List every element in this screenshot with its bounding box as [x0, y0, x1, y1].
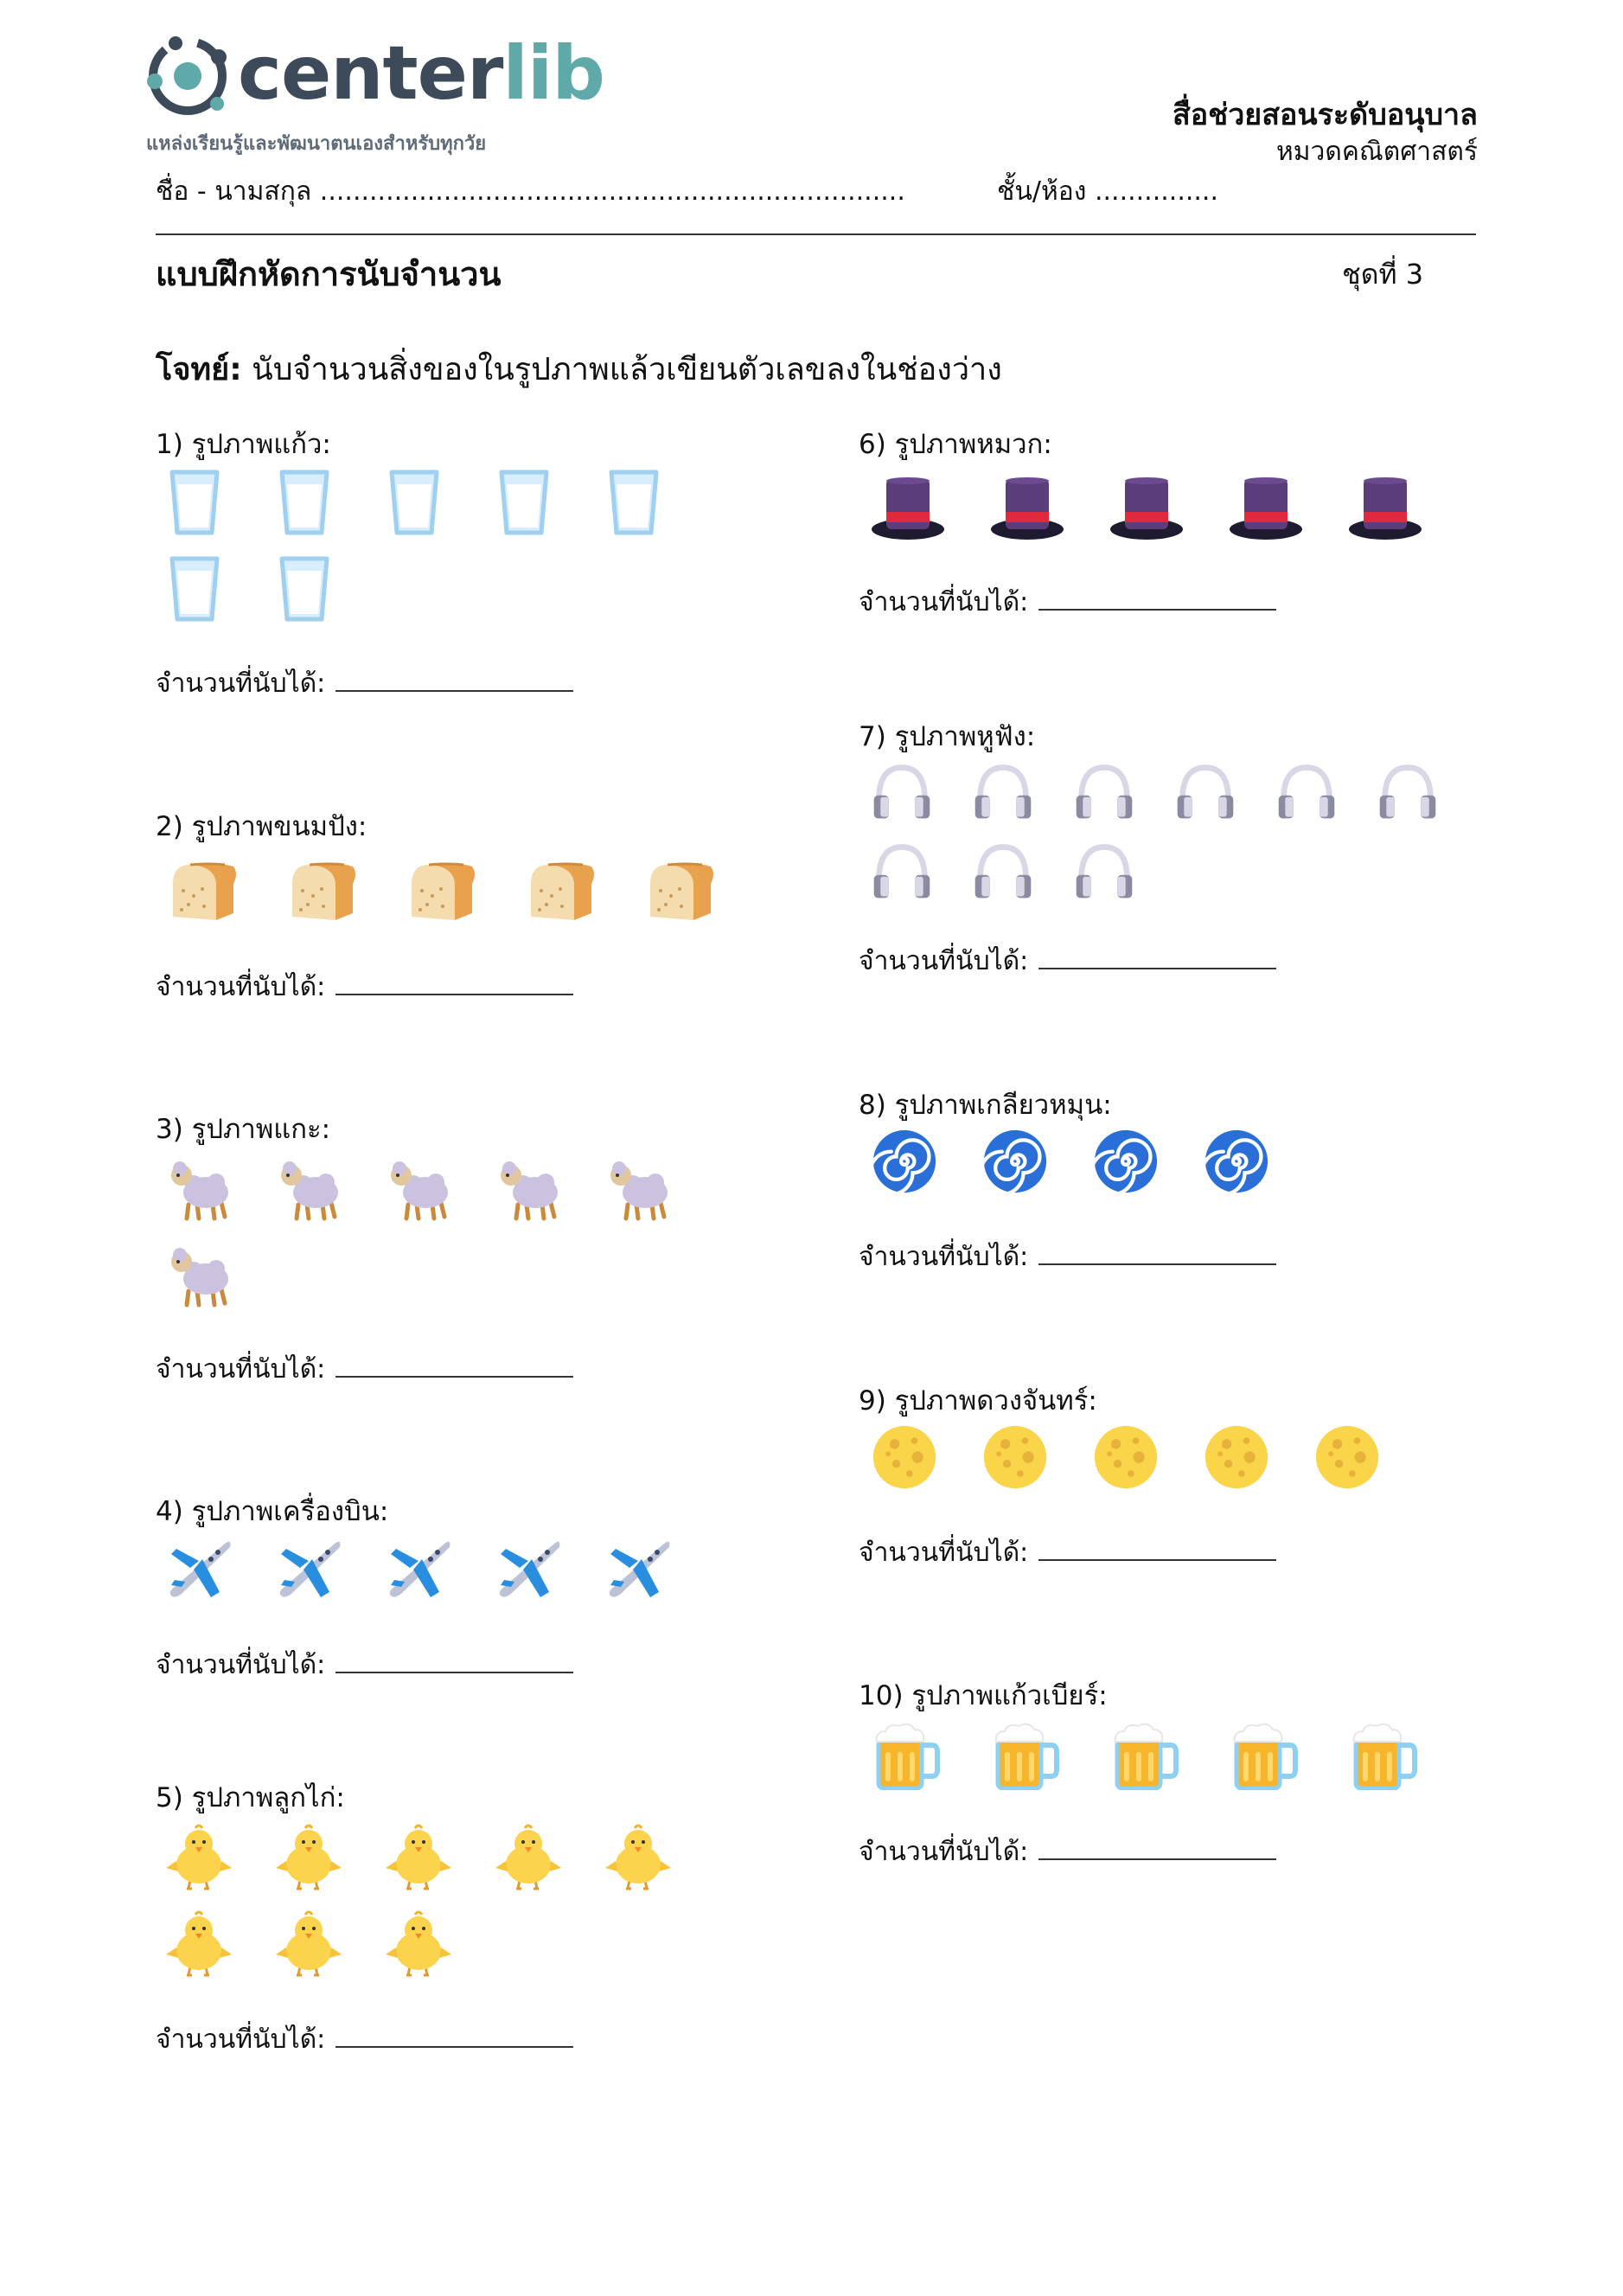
worksheet-title: แบบฝึกหัดการนับจำนวน — [156, 255, 502, 293]
instruction-prefix: โจทย์: — [156, 352, 242, 387]
headphones-icon — [970, 839, 1036, 905]
question-label: 4) รูปภาพเครื่องบิน: — [156, 1496, 389, 1527]
headphones-icon — [970, 759, 1036, 825]
answer-row — [859, 1532, 1276, 1573]
headphones-icon — [1274, 759, 1339, 825]
sheep-icon — [494, 1154, 563, 1224]
answer-label: จำนวนที่นับได้: — [859, 1837, 1029, 1867]
full-moon-icon — [1204, 1424, 1269, 1490]
answer-blank[interactable] — [1038, 945, 1276, 969]
name-field[interactable]: ชื่อ - นามสกุล ....................................................................... — [156, 176, 905, 207]
answer-label: จำนวนที่นับได้: — [156, 1354, 326, 1385]
chick-icon — [274, 1909, 343, 1979]
answer-row — [156, 663, 573, 704]
beer-mug-icon — [1230, 1721, 1299, 1790]
sheep-icon — [384, 1154, 453, 1224]
chick-icon — [494, 1823, 563, 1892]
glass-of-milk-icon — [384, 467, 444, 536]
answer-blank[interactable] — [335, 971, 573, 995]
bread-icon — [164, 856, 242, 925]
top-hat-icon — [1108, 474, 1185, 543]
glass-of-milk-icon — [274, 467, 335, 536]
glass-of-milk-icon — [494, 467, 554, 536]
chick-icon — [384, 1909, 453, 1979]
answer-blank[interactable] — [1038, 586, 1276, 611]
question-label: 5) รูปภาพลูกไก่: — [156, 1782, 345, 1813]
answer-row — [156, 1349, 573, 1390]
glass-of-milk-icon — [164, 467, 225, 536]
spiral-icon — [1204, 1129, 1269, 1194]
headphones-icon — [869, 759, 935, 825]
top-hat-icon — [1346, 474, 1424, 543]
answer-blank[interactable] — [335, 1353, 573, 1378]
glass-of-milk-icon — [274, 553, 335, 623]
question-label: 8) รูปภาพเกลียวหมุน: — [859, 1090, 1112, 1121]
answer-blank[interactable] — [1038, 1241, 1276, 1265]
full-moon-icon — [982, 1424, 1048, 1490]
beer-mug-icon — [872, 1721, 941, 1790]
sheep-icon — [164, 1241, 233, 1310]
question-label: 6) รูปภาพหมวก: — [859, 429, 1052, 460]
airplane-icon — [384, 1535, 453, 1604]
header-right — [1173, 95, 1478, 169]
glass-of-milk-icon — [164, 553, 225, 623]
sheep-icon — [604, 1154, 673, 1224]
top-hat-icon — [869, 474, 947, 543]
question-label: 2) รูปภาพขนมปัง: — [156, 811, 367, 842]
question-label: 10) รูปภาพแก้วเบียร์: — [859, 1680, 1108, 1711]
answer-row — [156, 1645, 573, 1685]
spiral-icon — [982, 1129, 1048, 1194]
answer-label: จำนวนที่นับได้: — [156, 1650, 326, 1680]
chick-icon — [274, 1823, 343, 1892]
answer-label: จำนวนที่นับได้: — [156, 668, 326, 699]
class-field[interactable]: ชั้น/ห้อง ............... — [997, 176, 1218, 207]
airplane-icon — [604, 1535, 673, 1604]
top-hat-icon — [988, 474, 1066, 543]
answer-blank[interactable] — [335, 668, 573, 692]
question-label: 1) รูปภาพแก้ว: — [156, 429, 331, 460]
answer-row — [859, 1832, 1276, 1872]
glass-of-milk-icon — [604, 467, 664, 536]
beer-mug-icon — [1349, 1721, 1418, 1790]
full-moon-icon — [872, 1424, 937, 1490]
instruction — [156, 344, 1002, 393]
bread-icon — [403, 856, 481, 925]
subject-label: หมวดคณิตศาสตร์ — [1275, 137, 1478, 167]
set-number: ชุดที่ 3 — [1342, 258, 1424, 291]
answer-row — [156, 2019, 573, 2060]
answer-blank[interactable] — [1038, 1537, 1276, 1561]
logo-tagline: แหล่งเรียนรู้และพัฒนาตนเองสำหรับทุกวัย — [146, 133, 487, 155]
headphones-icon — [1071, 759, 1137, 825]
headphones-icon — [1375, 759, 1441, 825]
answer-label: จำนวนที่นับได้: — [859, 1538, 1029, 1568]
spiral-icon — [872, 1129, 937, 1194]
header-divider — [156, 233, 1476, 235]
question-label: 9) รูปภาพดวงจันทร์: — [859, 1385, 1097, 1417]
chick-icon — [384, 1823, 453, 1892]
question-label: 7) รูปภาพหูฟัง: — [859, 721, 1036, 752]
bread-icon — [284, 856, 361, 925]
answer-row — [859, 1237, 1276, 1277]
answer-blank[interactable] — [335, 2024, 573, 2048]
spiral-icon — [1093, 1129, 1159, 1194]
headphones-icon — [1071, 839, 1137, 905]
headphones-icon — [1173, 759, 1238, 825]
airplane-icon — [494, 1535, 563, 1604]
answer-label: จำนวนที่นับได้: — [859, 1242, 1029, 1272]
full-moon-icon — [1093, 1424, 1159, 1490]
answer-label: จำนวนที่นับได้: — [156, 972, 326, 1002]
chick-icon — [164, 1909, 233, 1979]
beer-mug-icon — [991, 1721, 1060, 1790]
beer-mug-icon — [1110, 1721, 1179, 1790]
answer-row — [156, 967, 573, 1007]
headphones-icon — [869, 839, 935, 905]
sheep-icon — [274, 1154, 343, 1224]
sheep-icon — [164, 1154, 233, 1224]
bread-icon — [642, 856, 719, 925]
material-label: สื่อช่วยสอนระดับอนุบาล — [1172, 98, 1478, 132]
answer-blank[interactable] — [1038, 1836, 1276, 1860]
molecule-logo-icon — [143, 31, 233, 121]
top-hat-icon — [1227, 474, 1305, 543]
instruction-text: นับจำนวนสิ่งของในรูปภาพแล้วเขียนตัวเลขลงในช่องว่าง — [241, 352, 1002, 387]
centerlib-logo — [143, 26, 604, 164]
airplane-icon — [274, 1535, 343, 1604]
full-moon-icon — [1314, 1424, 1380, 1490]
answer-label: จำนวนที่นับได้: — [859, 587, 1029, 617]
chick-icon — [164, 1823, 233, 1892]
answer-blank[interactable] — [335, 1649, 573, 1673]
chick-icon — [604, 1823, 673, 1892]
answer-row — [859, 582, 1276, 623]
logo-wordmark: centerlib — [238, 30, 604, 117]
bread-icon — [522, 856, 600, 925]
answer-row — [859, 941, 1276, 982]
answer-label: จำนวนที่นับได้: — [156, 2024, 326, 2055]
answer-label: จำนวนที่นับได้: — [859, 946, 1029, 976]
airplane-icon — [164, 1535, 233, 1604]
question-label: 3) รูปภาพแกะ: — [156, 1114, 331, 1145]
